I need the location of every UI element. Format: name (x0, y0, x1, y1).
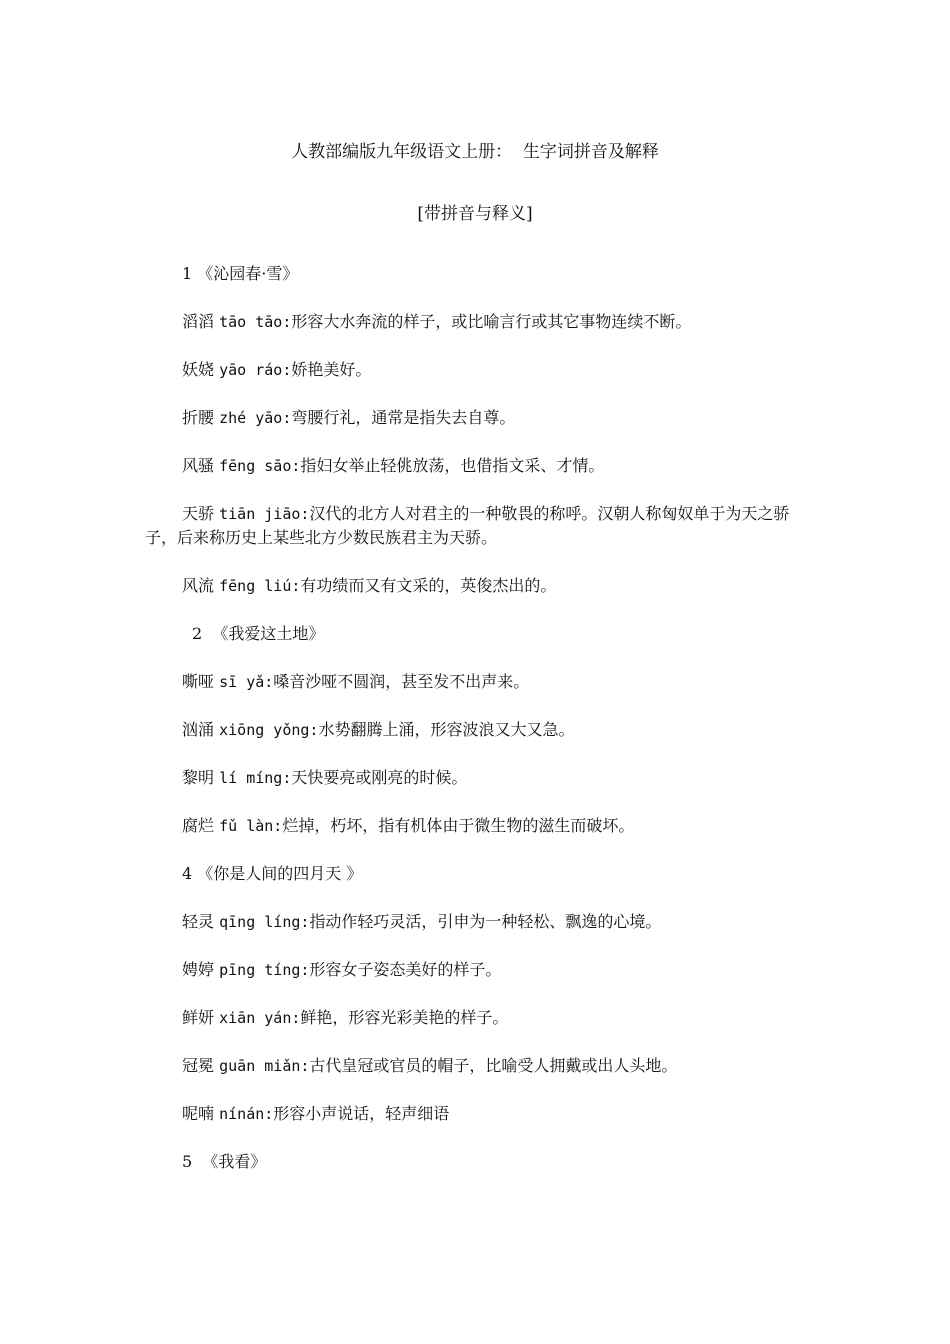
entry-definition: 天快要亮或刚亮的时候。 (291, 768, 468, 787)
entry-definition: 形容小声说话，轻声细语 (273, 1104, 450, 1123)
vocab-entry: 折腰 zhé yāo:弯腰行礼，通常是指失去自尊。 (182, 408, 516, 427)
document-subtitle: [带拼音与释义] (417, 204, 533, 224)
vocab-entry: 冠冕 guān miǎn:古代皇冠或官员的帽子，比喻受人拥戴或出人头地。 (182, 1056, 678, 1075)
entry-word: 天骄 (182, 504, 215, 523)
document-title: 人教部编版九年级语文上册： 生字词拼音及解释 (291, 142, 659, 162)
entry-pinyin: fēng liú (219, 577, 292, 595)
entry-definition: 指动作轻巧灵活，引申为一种轻松、飘逸的心境。 (309, 912, 662, 931)
vocab-entry: 轻灵 qīng líng:指动作轻巧灵活，引申为一种轻松、飘逸的心境。 (182, 912, 662, 931)
entry-definition: 形容大水奔流的样子，或比喻言行或其它事物连续不断。 (291, 312, 692, 331)
vocab-entry: 风骚 fēng sāo:指妇女举止轻佻放荡，也借指文采、才情。 (182, 456, 605, 475)
entry-pinyin: yāo ráo (219, 361, 283, 379)
vocab-entry: 滔滔 tāo tāo:形容大水奔流的样子，或比喻言行或其它事物连续不断。 (182, 312, 692, 331)
vocab-entry: 汹涌 xiōng yǒng:水势翻腾上涌，形容波浪又大又急。 (182, 720, 575, 739)
vocab-entry: 娉婷 pīng tíng:形容女子姿态美好的样子。 (182, 960, 502, 979)
section-heading: 4 《你是人间的四月天 》 (182, 864, 363, 883)
entry-pinyin: xiān yán (219, 1009, 292, 1027)
entry-pinyin: xiōng yǒng (219, 721, 310, 739)
entry-word: 汹涌 (182, 720, 215, 739)
entry-word: 妖娆 (182, 360, 215, 379)
vocab-entry: 妖娆 yāo ráo:娇艳美好。 (182, 360, 372, 379)
document-body (145, 262, 810, 1198)
entry-pinyin: nínán (219, 1105, 265, 1123)
entry-definition: 汉代的北方人对君主的一种敬畏的称呼。汉朝人称匈奴单于为天之骄子，后来称历史上某些北方少数民族君主为天骄。 (145, 504, 790, 547)
entry-pinyin: pīng tíng (219, 961, 301, 979)
entry-definition: 有功绩而又有文采的，英俊杰出的。 (300, 576, 557, 595)
entry-word: 风骚 (182, 456, 215, 475)
vocab-entry: 天骄 tiān jiāo:汉代的北方人对君主的一种敬畏的称呼。汉朝人称匈奴单于为天之骄子，后来称历史上某些北方少数民族君主为天骄。 (145, 504, 790, 547)
section-heading: 5 《我看》 (182, 1152, 267, 1171)
entry-word: 腐烂 (182, 816, 215, 835)
entry-definition: 古代皇冠或官员的帽子，比喻受人拥戴或出人头地。 (309, 1056, 678, 1075)
vocab-entry: 腐烂 fǔ làn:烂掉，朽坏，指有机体由于微生物的滋生而破坏。 (182, 816, 635, 835)
vocab-entry: 嘶哑 sī yǎ:嗓音沙哑不圆润，甚至发不出声来。 (182, 672, 530, 691)
entry-word: 冠冕 (182, 1056, 215, 1075)
entry-definition: 娇艳美好。 (291, 360, 372, 379)
vocab-entry: 风流 fēng liú:有功绩而又有文采的，英俊杰出的。 (182, 576, 557, 595)
entry-definition: 嗓音沙哑不圆润，甚至发不出声来。 (273, 672, 530, 691)
entry-word: 娉婷 (182, 960, 215, 979)
entry-pinyin: tiān jiāo (219, 505, 301, 523)
entry-word: 黎明 (182, 768, 215, 787)
entry-pinyin: fǔ làn (219, 817, 274, 835)
entry-pinyin: qīng líng (219, 913, 301, 931)
entry-definition: 弯腰行礼，通常是指失去自尊。 (291, 408, 516, 427)
entry-pinyin: fēng sāo (219, 457, 292, 475)
entry-word: 折腰 (182, 408, 215, 427)
vocab-entry: 黎明 lí míng:天快要亮或刚亮的时候。 (182, 768, 468, 787)
entry-definition: 烂掉，朽坏，指有机体由于微生物的滋生而破坏。 (282, 816, 635, 835)
vocab-entry: 鲜妍 xiān yán:鲜艳，形容光彩美艳的样子。 (182, 1008, 509, 1027)
entry-pinyin: lí míng (219, 769, 283, 787)
vocab-entry: 呢喃 nínán:形容小声说话，轻声细语 (182, 1104, 450, 1123)
entry-word: 滔滔 (182, 312, 215, 331)
entry-definition: 形容女子姿态美好的样子。 (309, 960, 502, 979)
entry-pinyin: guān miǎn (219, 1057, 301, 1075)
section-heading: 2 《我爱这土地》 (192, 624, 325, 643)
entry-word: 呢喃 (182, 1104, 215, 1123)
entry-word: 嘶哑 (182, 672, 215, 691)
entry-word: 鲜妍 (182, 1008, 215, 1027)
entry-definition: 鲜艳，形容光彩美艳的样子。 (300, 1008, 509, 1027)
entry-word: 风流 (182, 576, 215, 595)
entry-pinyin: tāo tāo (219, 313, 283, 331)
entry-word: 轻灵 (182, 912, 215, 931)
entry-pinyin: zhé yāo (219, 409, 283, 427)
entry-definition: 指妇女举止轻佻放荡，也借指文采、才情。 (300, 456, 605, 475)
entry-definition: 水势翻腾上涌，形容波浪又大又急。 (318, 720, 575, 739)
entry-pinyin: sī yǎ (219, 673, 265, 691)
section-heading: 1 《沁园春·雪》 (182, 264, 299, 283)
